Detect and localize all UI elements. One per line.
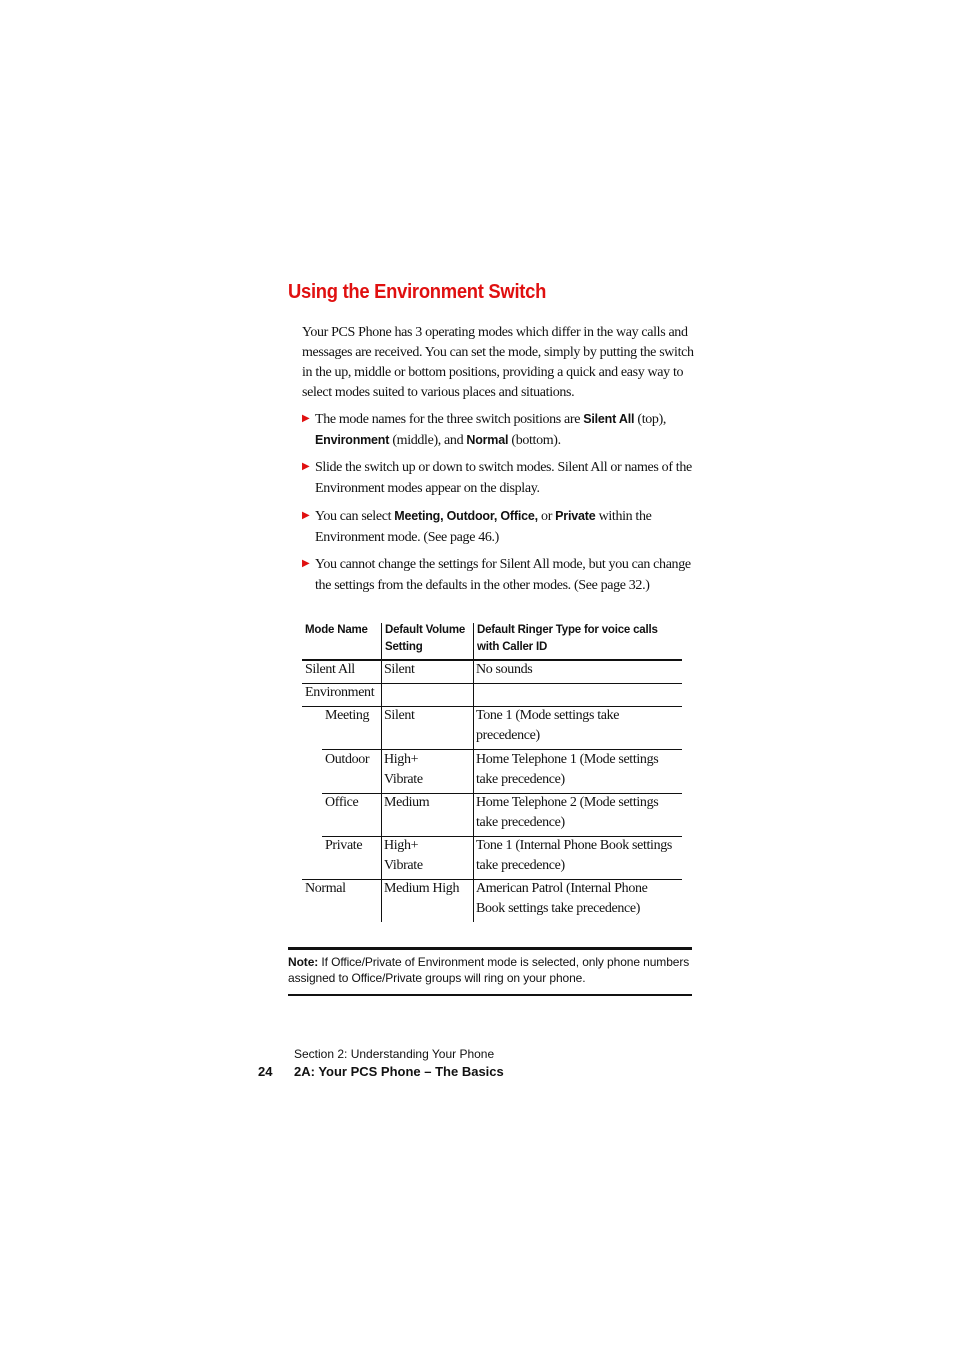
cell-mode: Silent All bbox=[305, 662, 355, 677]
text-run: (bottom). bbox=[508, 433, 561, 448]
bullet-text bbox=[315, 409, 694, 451]
column-divider bbox=[381, 623, 382, 922]
keyword-normal: Normal bbox=[466, 433, 509, 447]
bullet-select-modes bbox=[302, 506, 694, 548]
cell-volume-line2: Vibrate bbox=[384, 772, 423, 787]
text-run: within the Environment mode. (See page 46.) bbox=[315, 509, 652, 545]
bullet-text bbox=[315, 506, 694, 548]
cell-mode: Normal bbox=[305, 881, 346, 896]
bullet-arrow-icon: ▶ bbox=[302, 461, 310, 472]
note-body: If Office/Private of Environment mode is selected, only phone numbers assigned to Office/Private groups will ring on your phone. bbox=[288, 955, 690, 985]
intro-paragraph: Your PCS Phone has 3 operating modes which differ in the way calls and messages are received. You can set the mode, simply by putting the switch in the up, middle or bottom positions, providing a quick and easy way to select modes suited to various places and situations. bbox=[302, 325, 694, 400]
cell-mode: Outdoor bbox=[325, 752, 370, 767]
note-box bbox=[288, 947, 692, 996]
text-run: The mode names for the three switch positions are bbox=[315, 412, 584, 427]
bullet-slide-switch bbox=[302, 457, 694, 499]
note-label: Note: bbox=[288, 955, 319, 969]
cell-ringer: American Patrol (Internal Phone bbox=[476, 881, 648, 896]
bullet-arrow-icon: ▶ bbox=[302, 558, 310, 569]
bullet-arrow-icon: ▶ bbox=[302, 510, 310, 521]
keyword-private: Private bbox=[555, 509, 596, 523]
cell-volume: Silent bbox=[384, 708, 415, 723]
note-text bbox=[288, 954, 692, 986]
bullet-change-settings bbox=[302, 554, 694, 596]
text-run: (top), bbox=[634, 412, 667, 427]
cell-mode: Meeting bbox=[325, 708, 370, 723]
text-run: (middle), and bbox=[389, 433, 467, 448]
bullet-text: You cannot change the settings for Silent All mode, but you can change the settings from the defaults in the other modes. (See page 32.) bbox=[315, 557, 691, 593]
page-title: Using the Environment Switch bbox=[288, 281, 547, 303]
cell-volume: Silent bbox=[384, 662, 415, 677]
bullet-text: Slide the switch up or down to switch modes. Silent All or names of the Environment modes appear on the display. bbox=[315, 460, 692, 496]
cell-ringer: No sounds bbox=[476, 662, 533, 677]
text-run: or bbox=[537, 509, 556, 524]
keyword-silent-all: Silent All bbox=[583, 412, 635, 426]
header-ringer-line1: Default Ringer Type for voice calls bbox=[477, 624, 658, 636]
cell-ringer: Home Telephone 1 (Mode settings bbox=[476, 752, 659, 767]
cell-ringer-line2: take precedence) bbox=[476, 815, 565, 830]
cell-ringer: Tone 1 (Internal Phone Book settings bbox=[476, 838, 672, 853]
cell-ringer-line2: precedence) bbox=[476, 728, 540, 743]
column-divider bbox=[473, 623, 474, 922]
header-mode-name: Mode Name bbox=[305, 624, 368, 636]
keyword-modes: Meeting, Outdoor, Office, bbox=[394, 509, 538, 523]
cell-volume: Medium bbox=[384, 795, 430, 810]
cell-mode: Private bbox=[325, 838, 363, 853]
cell-volume: High+ bbox=[384, 838, 419, 853]
footer-section-title: Section 2: Understanding Your Phone bbox=[294, 1047, 495, 1061]
cell-mode: Office bbox=[325, 795, 359, 810]
cell-mode: Environment bbox=[305, 685, 375, 700]
cell-volume-line2: Vibrate bbox=[384, 858, 423, 873]
header-ringer-line2: with Caller ID bbox=[477, 641, 548, 653]
cell-ringer-line2: Book settings take precedence) bbox=[476, 901, 641, 916]
page-number: 24 bbox=[258, 1064, 273, 1079]
footer-chapter-title: 2A: Your PCS Phone – The Basics bbox=[294, 1064, 504, 1079]
keyword-environment: Environment bbox=[315, 433, 390, 447]
cell-volume: High+ bbox=[384, 752, 419, 767]
cell-volume: Medium High bbox=[384, 881, 460, 896]
header-volume-line2: Setting bbox=[385, 641, 423, 653]
cell-ringer: Home Telephone 2 (Mode settings bbox=[476, 795, 659, 810]
header-volume-line1: Default Volume bbox=[385, 624, 466, 636]
bullet-arrow-icon: ▶ bbox=[302, 413, 310, 424]
text-run: You can select bbox=[315, 509, 395, 524]
bullet-switch-positions bbox=[302, 409, 694, 451]
cell-ringer-line2: take precedence) bbox=[476, 772, 565, 787]
cell-ringer: Tone 1 (Mode settings take bbox=[476, 708, 620, 723]
cell-ringer-line2: take precedence) bbox=[476, 858, 565, 873]
